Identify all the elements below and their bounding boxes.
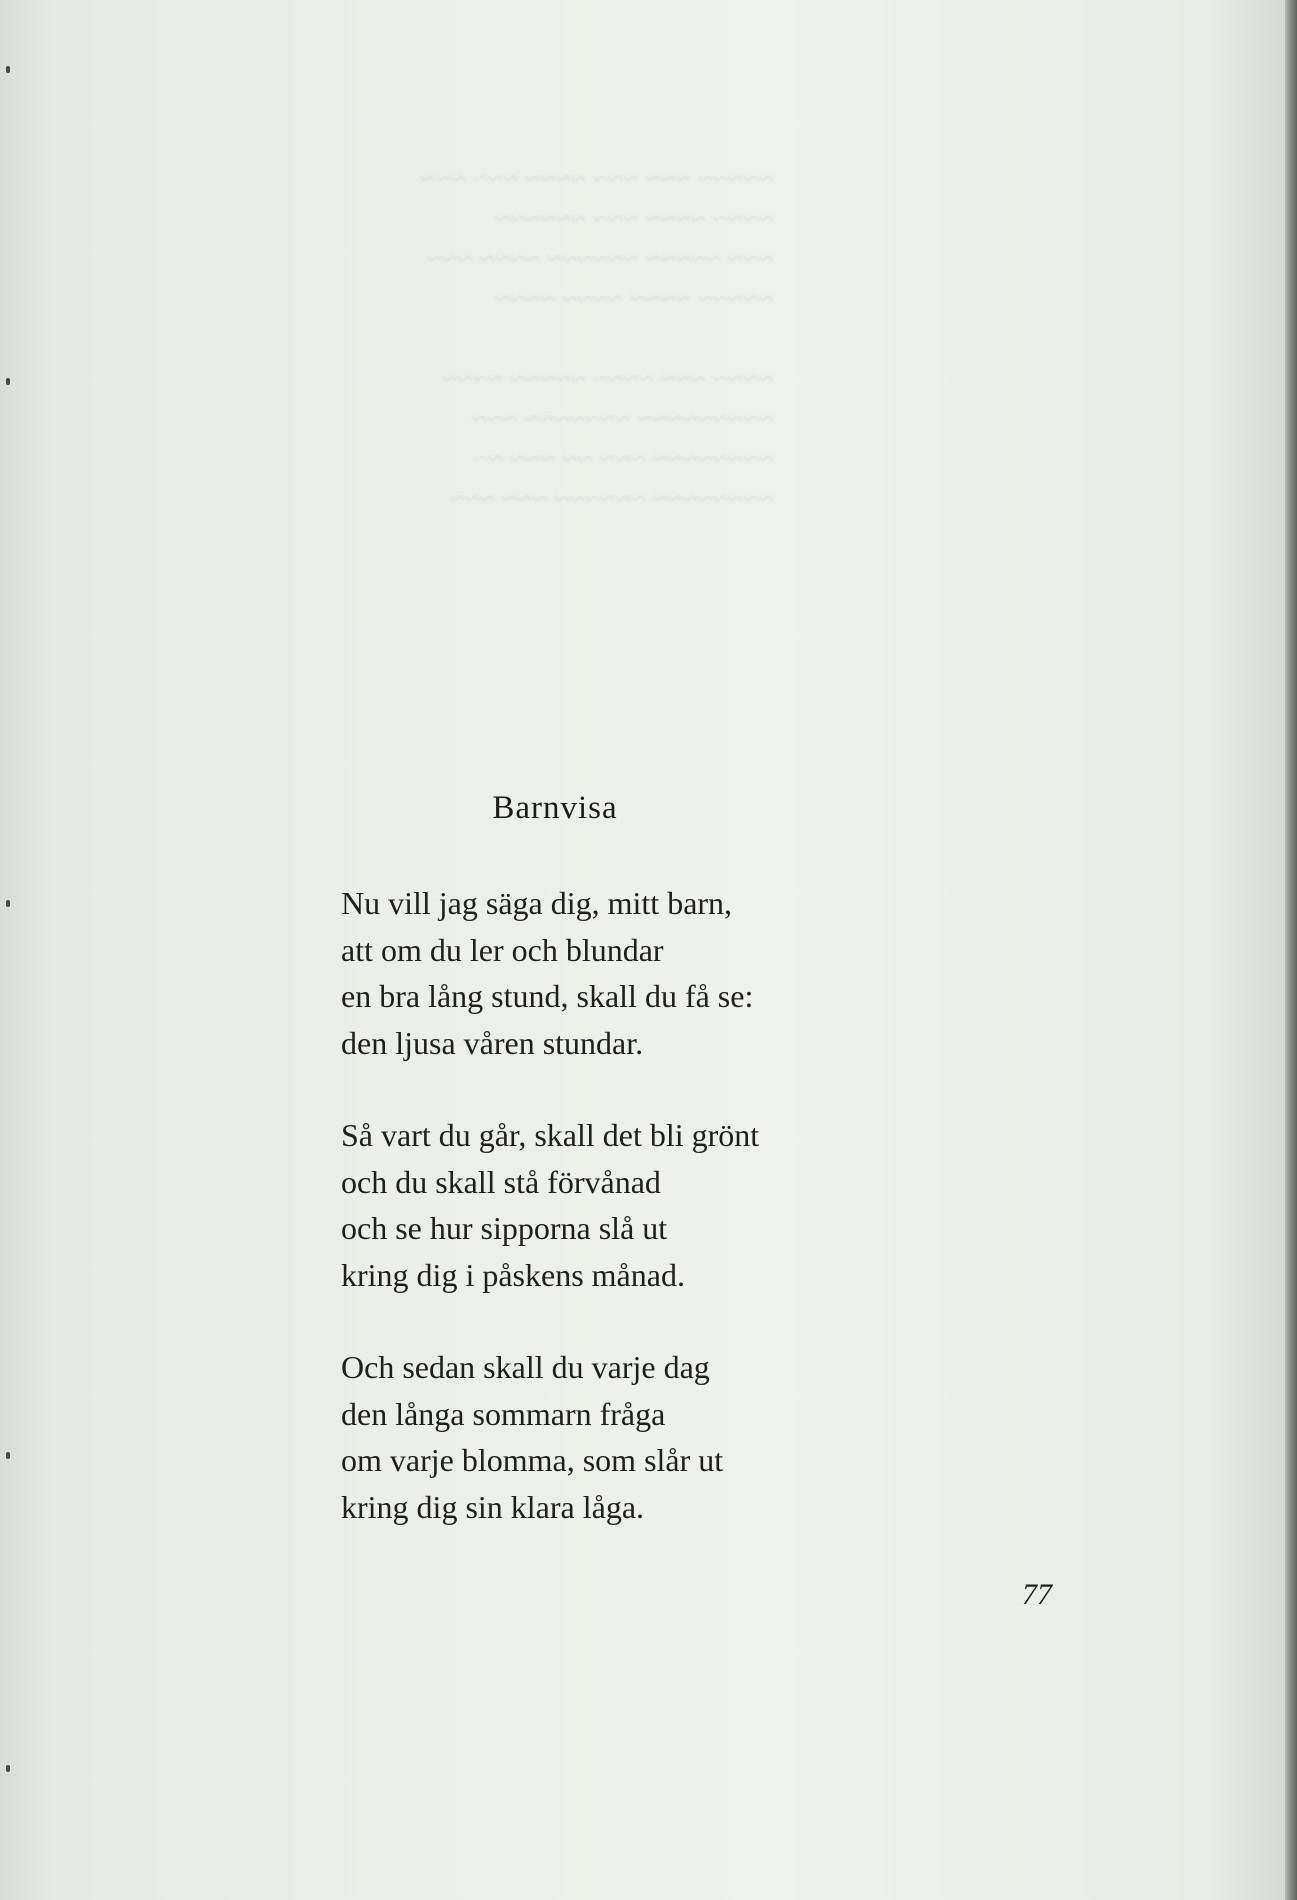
poem-line: den långa sommarn fråga [341,1395,666,1432]
show-through-text: ~~~~~ ~~~ ~~~ ~~~~ ~~~ ~~~ ~~~~ ~~~~ ~~~ ~~~~~~ ~~~ ~~~~~ ~~~~~~ ~~~~ ~~~ ~~~~~ ~~~~ ~~~~ ~~~~ ~~~~ ~~~ ~~~~ ~~~~~ ~~~~ ~~~~~~~~~ ~~~~~~~ ~~~ ~~~~~~~~ ~~~ ~~ ~~~ ~~ ~~~~~~~~ ~~~~~~ ~~~ ~~~ [420,164,774,515]
poem-line: att om du ler och blundar [341,931,664,968]
poem-line: och du skall stå förvånad [341,1163,661,1200]
margin-speck [6,66,10,73]
margin-speck [6,1452,10,1459]
poem-line: Nu vill jag säga dig, mitt barn, [341,885,733,921]
page-number: 77 [1022,1578,1052,1611]
stanza [341,880,759,1066]
poem-title: Barnvisa [492,790,618,826]
poem-line: en bra lång stund, skall du få se: [341,978,754,1014]
margin-speck [6,1765,10,1772]
page-edge [1285,0,1297,1900]
poem-line: kring dig sin klara låga. [341,1488,645,1525]
poem-line: och se hur sipporna slå ut [341,1210,668,1246]
stanza [341,1344,759,1530]
margin-speck [6,900,10,907]
poem-line: om varje blomma, som slår ut [341,1442,724,1478]
poem-line: kring dig i påskens månad. [341,1256,685,1293]
margin-speck [6,378,10,385]
poem-line: den ljusa våren stundar. [341,1024,644,1061]
poem-line: Och sedan skall du varje dag [341,1349,710,1385]
stanza [341,1112,759,1298]
poem-line: Så vart du går, skall det bli grönt [341,1117,760,1153]
poem-body [341,880,759,1576]
